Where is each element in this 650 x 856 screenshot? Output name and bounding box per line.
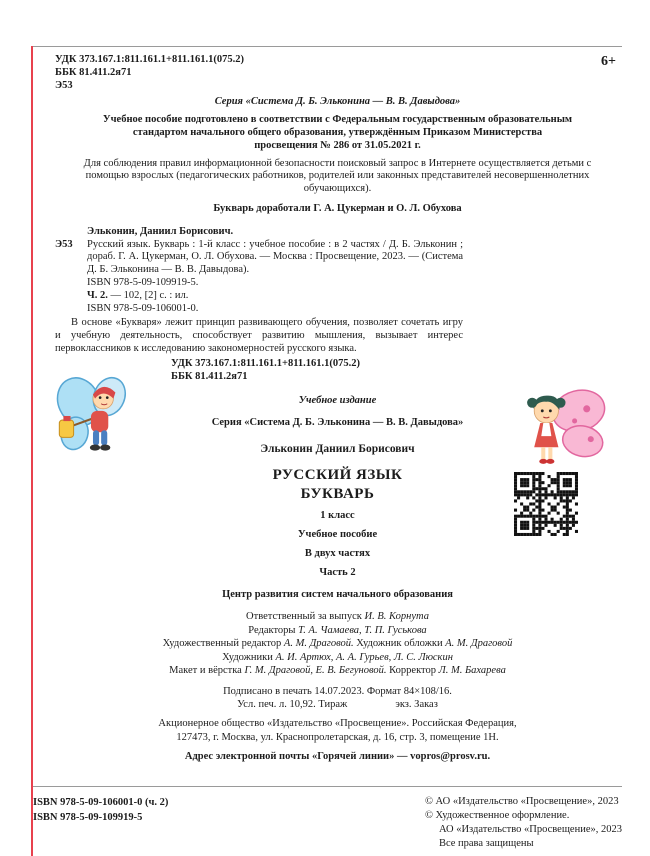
grade-line: 1 класс (320, 510, 355, 522)
credits-block (55, 610, 620, 677)
footer-copyright-block (425, 795, 622, 850)
classification-codes (55, 53, 244, 92)
role-label: Художники (222, 651, 273, 663)
top-rule (33, 46, 622, 47)
left-accent-line (31, 46, 33, 856)
credit-line (55, 610, 620, 623)
part-info-line (87, 290, 463, 303)
book-title-line2: БУКВАРЬ (300, 485, 375, 502)
role-label: Художественный редактор (162, 638, 282, 650)
print-run-line (55, 698, 620, 712)
catalog-entry: Русский язык. Букварь : 1-й класс : учебное пособие : в 2 частях / Д. Б. Эльконин ; дораб. Г. А. Цукерман, О. Л. Обухова. — Москва : Просвещение, 2023. — (Система Д. Б. Эльконина — В. В. Давыдова). (87, 238, 463, 276)
copyright-line: © АО «Издательство «Просвещение», 2023 (424, 796, 619, 807)
person-name: Г. М. Драговой, Е. В. Бегуновой. (244, 665, 387, 677)
edition-part-line: Часть 2 (319, 566, 356, 578)
udk-bold-line: УДК 373.167.1:811.161.1+811.161.1(075.2) (171, 357, 361, 369)
internet-safety-note: Для соблюдения правил информационной безопасности поисковый запрос в Интернете осуществляется детьми с помощью взрослых (педагогических работников, родителей или законных представителей несовершеннолетних обучающихся). (83, 157, 592, 195)
role-label: Макет и вёрстка (169, 665, 242, 677)
book-title-line1: РУССКИЙ ЯЗЫК (272, 466, 403, 483)
credit-line (55, 637, 620, 650)
part-label: Ч. 2. (87, 289, 108, 301)
edition-parts-line: В двух частях (304, 548, 371, 560)
print-date-line: Подписано в печать 14.07.2023. Формат 84×108/16. (223, 685, 452, 697)
person-name: А. И. Артюх, А. А. Гурьев, Л. С. Люскин (275, 651, 453, 663)
series-note: Серия «Система Д. Б. Эльконина — В. В. Давыдова» (214, 96, 461, 108)
bbk-line: ББК 81.411.2я71 (55, 67, 132, 79)
publisher-address-line2: 127473, г. Москва, ул. Краснопролетарская, д. 16, стр. 3, помещение 1Н. (176, 731, 499, 743)
copyright-line: © Художественное оформление. (424, 809, 570, 821)
catalog-code: Э53 (55, 238, 73, 250)
publisher-address-line1: Акционерное общество «Издательство «Просвещение». Российская Федерация, (158, 717, 517, 729)
person-name: А. М. Драговой (445, 638, 513, 650)
part-pages: — 102, [2] с. : ил. (110, 289, 189, 301)
isbn-series-line: ISBN 978-5-09-109919-5. (87, 276, 199, 288)
classification-header (55, 53, 620, 92)
footer-isbn-block (33, 795, 168, 850)
person-name: Т. А. Чамаева, Т. П. Гуськова (298, 624, 427, 636)
credit-line (55, 664, 620, 677)
print-run-suffix: экз. Заказ (395, 699, 438, 711)
credit-line (55, 651, 620, 664)
catalog-author-heading: Эльконин, Даниил Борисович. (87, 225, 234, 237)
role-label: Художник обложки (356, 638, 443, 650)
development-center-line: Центр развития систем начального образования (222, 588, 453, 600)
edition-kind-line: Учебное пособие (297, 529, 378, 541)
catalog-card (55, 226, 463, 384)
author-sign-code: Э53 (55, 80, 73, 92)
role-label: Редакторы (248, 624, 296, 636)
role-label: Ответственный за выпуск (246, 611, 362, 623)
hotline-email-line: Адрес электронной почты «Горячей линии» — vopros@prosv.ru. (184, 751, 491, 763)
rework-credit: Букварь доработали Г. А. Цукерман и О. Л. Обухова (213, 202, 462, 214)
age-rating-badge: 6+ (601, 54, 616, 69)
footer-isbn-part: ISBN 978-5-09-106001-0 (ч. 2) (33, 797, 169, 808)
edition-author-line: Эльконин Даниил Борисович (260, 442, 415, 455)
page-content (55, 53, 620, 764)
footer-block (33, 786, 622, 850)
isbn-part-line: ISBN 978-5-09-106001-0. (87, 302, 199, 314)
edition-type-label: Учебное издание (298, 395, 377, 407)
person-name: А. М. Драговой. (283, 638, 354, 650)
classification-footer (171, 358, 463, 384)
bbk-bold-line: ББК 81.411.2я71 (171, 370, 248, 382)
footer-isbn-series: ISBN 978-5-09-109919-5 (33, 812, 143, 824)
credit-line (55, 624, 620, 637)
print-run-prefix: Усл. печ. л. 10,92. Тираж (237, 699, 348, 711)
imprint-block (55, 685, 620, 764)
person-name: И. В. Корнута (364, 611, 429, 623)
person-name: Л. М. Бахарева (438, 665, 506, 677)
edition-series-line: Серия «Система Д. Б. Эльконина — В. В. Давыдова» (211, 417, 464, 429)
standard-compliance-note: Учебное пособие подготовлено в соответствии с Федеральным государственным образовательным стандартом начального общего образования, утверждённым Приказом Министерства просвещения № 286 от 31.05.2021 г. (102, 114, 573, 151)
copyright-line: АО «Издательство «Просвещение», 2023 (438, 823, 622, 835)
role-label: Корректор (389, 665, 436, 677)
copyright-line: Все права защищены (438, 837, 534, 849)
catalog-entry-row (55, 239, 463, 277)
annotation-paragraph: В основе «Букваря» лежит принцип развивающего обучения, позволяет сочетать игру и учебную деятельность, способствует развитию мышления, вызывает интерес первоклассников к исследованию закономерностей русского языка. (55, 317, 463, 354)
udk-line: УДК 373.167.1:811.161.1+811.161.1(075.2) (55, 54, 245, 65)
